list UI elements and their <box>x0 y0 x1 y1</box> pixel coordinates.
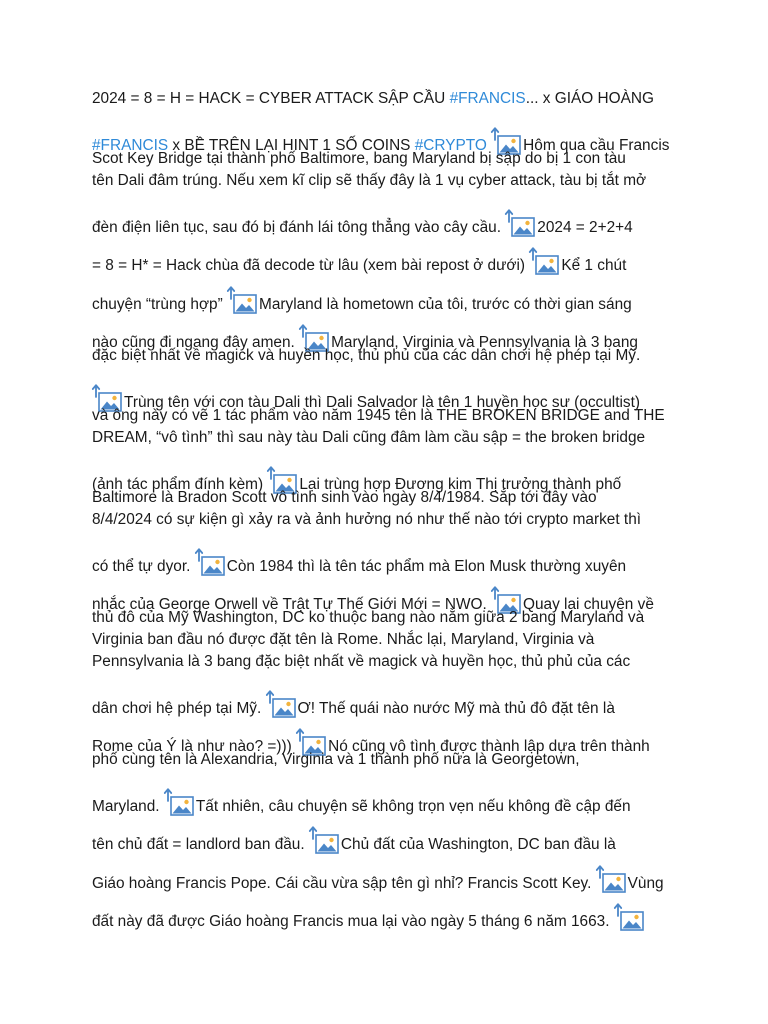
text-run: Trùng tên với con tàu Dali thì Dali Salvador là tên 1 huyền học sư (occultist) <box>124 394 640 411</box>
text-run: phố cùng tên là Alexandria, Virginia và 1 thành phố nữa là Georgetown, <box>92 751 580 768</box>
text-line <box>92 690 615 719</box>
text-run: đất này đã được Giáo hoàng Francis mua lại vào ngày 5 tháng 6 năm 1663. <box>92 913 614 930</box>
text-run: Maryland. <box>92 798 164 815</box>
text-line <box>92 548 626 577</box>
text-line <box>92 247 626 276</box>
text-line <box>92 903 646 932</box>
text-line <box>92 788 631 817</box>
text-run: DREAM, “vô tình” thì sau này tàu Dali cũng đâm làm cầu sập = the broken bridge <box>92 429 646 446</box>
text-run: Rome của Ý là như nào? =))) <box>92 738 297 755</box>
text-run: Baltimore là Bradon Scott vô tình sinh vào ngày 8/4/1984. Sắp tới đây vào <box>92 489 597 506</box>
image-placeholder-icon[interactable] <box>505 209 536 238</box>
text-line <box>92 750 579 770</box>
text-run: Hôm qua cầu Francis <box>523 137 670 154</box>
text-run: x BỀ TRÊN LẠI HINT 1 SỐ COINS <box>168 137 415 154</box>
text-line <box>92 171 646 191</box>
text-run: 2024 = 2+2+4 <box>537 219 633 236</box>
text-run: Quay lại chuyện về <box>523 596 654 613</box>
text-run: Virginia ban đầu nó được đặt tên là Rome. Nhắc lại, Maryland, Virginia và <box>92 631 595 648</box>
text-line <box>92 428 645 448</box>
text-run: = 8 = H* = Hack chùa đã decode từ lâu (xem bài repost ở dưới) <box>92 257 530 274</box>
text-run: Nó cũng vô tình được thành lập dựa trên thành <box>328 738 650 755</box>
text-run: dân chơi hệ phép tại Mỹ. <box>92 700 266 717</box>
text-line <box>92 488 597 508</box>
text-run: Vùng <box>627 875 664 892</box>
hashtag-link[interactable]: #FRANCIS <box>449 90 526 107</box>
text-line <box>92 865 664 894</box>
text-run: thủ đô của Mỹ Washington, DC ko thuộc bang nào nằm giữa 2 bang Maryland và <box>92 609 645 626</box>
text-run: tên Dali đâm trúng. Nếu xem kĩ clip sẽ thấy đây là 1 vụ cyber attack, tàu bị tắt mở <box>92 172 647 189</box>
text-line <box>92 346 640 366</box>
text-run: Maryland, Virginia và Pennsylvania là 3 bang <box>331 334 638 351</box>
text-line <box>92 286 632 315</box>
text-run: Còn 1984 thì là tên tác phẩm mà Elon Musk thường xuyên <box>226 558 627 575</box>
text-run: Maryland là hometown của tôi, trước có thời gian sáng <box>259 296 632 313</box>
text-run: tên chủ đất = landlord ban đầu. <box>92 836 309 853</box>
text-run: Kể 1 chút <box>561 257 627 274</box>
text-run: đèn điện liên tục, sau đó bị đánh lái tông thẳng vào cây cầu. <box>92 219 506 236</box>
text-run: Ơ! Thế quái nào nước Mỹ mà thủ đô đặt tên là <box>297 700 615 717</box>
image-placeholder-icon[interactable] <box>596 865 627 894</box>
text-line <box>92 406 665 426</box>
text-line <box>92 209 633 238</box>
hashtag-link[interactable]: #FRANCIS <box>92 137 169 154</box>
text-line <box>92 652 630 672</box>
text-run: 8/4/2024 có sự kiện gì xảy ra và ảnh hưởng nó như thế nào tới crypto market thì <box>92 511 642 528</box>
image-placeholder-icon[interactable] <box>309 826 340 855</box>
image-placeholder-icon[interactable] <box>614 903 645 932</box>
text-run: 2024 = 8 = H = HACK = CYBER ATTACK SẬP CẦU <box>92 90 450 107</box>
image-placeholder-icon[interactable] <box>529 247 560 276</box>
text-run: Giáo hoàng Francis Pope. Cái cầu vừa sập tên gì nhỉ? Francis Scott Key. <box>92 875 596 892</box>
text-run: nhắc của George Orwell về Trật Tự Thế Giới Mới = NWO. <box>92 596 491 613</box>
text-line <box>92 149 626 169</box>
image-placeholder-icon[interactable] <box>195 548 226 577</box>
text-run: và ông này có vẽ 1 tác phẩm vào năm 1945 tên là THE BROKEN BRIDGE and THE <box>92 407 665 424</box>
text-line <box>92 608 644 628</box>
image-placeholder-icon[interactable] <box>164 788 195 817</box>
text-run: Chủ đất của Washington, DC ban đầu là <box>340 836 616 853</box>
text-run: chuyện “trùng hợp” <box>92 296 227 313</box>
text-run: ... x GIÁO HOÀNG <box>525 90 654 107</box>
hashtag-link[interactable]: #CRYPTO <box>414 137 487 154</box>
text-line <box>92 826 616 855</box>
text-run: Scot Key Bridge tại thành phố Baltimore, bang Maryland bị sập do bị 1 con tàu <box>92 150 626 167</box>
text-line <box>92 510 641 530</box>
text-run: (ảnh tác phẩm đính kèm) <box>92 476 268 493</box>
text-line <box>92 89 654 109</box>
text-run: Pennsylvania là 3 bang đặc biệt nhất về magick và huyền học, thủ phủ của các <box>92 653 631 670</box>
text-run: đặc biệt nhất về magick và huyền học, thủ phủ của các dân chơi hệ phép tại Mỹ. <box>92 347 641 364</box>
text-run: Tất nhiên, câu chuyện sẽ không trọn vẹn nếu không đề cập đến <box>195 798 631 815</box>
text-run: nào cũng đi ngang đây amen. <box>92 334 300 351</box>
text-run: Lại trùng hợp Đương kim Thị trưởng thành phố <box>299 476 622 493</box>
image-placeholder-icon[interactable] <box>266 690 297 719</box>
text-run: có thể tự dyor. <box>92 558 195 575</box>
image-placeholder-icon[interactable] <box>227 286 258 315</box>
text-line <box>92 630 594 650</box>
